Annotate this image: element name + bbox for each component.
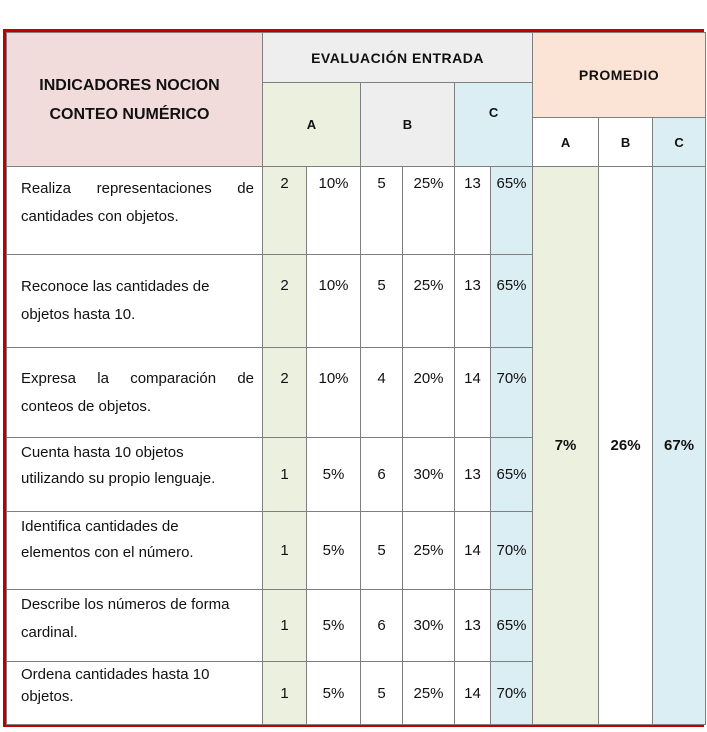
a-count: 2 — [263, 255, 307, 348]
average-b-value: 26% — [599, 167, 653, 725]
a-count: 1 — [263, 512, 307, 590]
c-percent: 70% — [491, 662, 533, 725]
b-percent: 30% — [403, 590, 455, 662]
evaluation-table — [6, 32, 706, 725]
c-percent: 70% — [491, 512, 533, 590]
a-percent: 5% — [307, 438, 361, 512]
indicator-cell: Cuenta hasta 10 objetos utilizando su propio lenguaje. — [7, 438, 263, 512]
indicator-cell: Reconoce las cantidades de objetos hasta 10. — [7, 255, 263, 348]
c-count: 13 — [455, 590, 491, 662]
b-percent: 30% — [403, 438, 455, 512]
average-c-header: C — [653, 118, 706, 167]
group-a-header: A — [263, 83, 361, 167]
a-count: 1 — [263, 590, 307, 662]
indicators-header-line1: INDICADORES NOCION — [39, 76, 220, 94]
b-count: 6 — [361, 438, 403, 512]
b-count: 5 — [361, 167, 403, 255]
indicator-cell: Ordena cantidades hasta 10 objetos. — [7, 662, 263, 725]
c-percent: 65% — [491, 167, 533, 255]
b-percent: 25% — [403, 255, 455, 348]
b-count: 5 — [361, 255, 403, 348]
b-percent: 25% — [403, 167, 455, 255]
indicator-cell: Expresa la comparación de conteos de objetos. — [7, 348, 263, 438]
evaluation-header: EVALUACIÓN ENTRADA — [263, 33, 533, 83]
b-percent: 25% — [403, 662, 455, 725]
average-a-value: 7% — [533, 167, 599, 725]
indicators-header-line2: CONTEO NUMÉRICO — [49, 105, 210, 123]
average-a-header: A — [533, 118, 599, 167]
indicators-header — [7, 33, 263, 167]
b-percent: 25% — [403, 512, 455, 590]
b-percent: 20% — [403, 348, 455, 438]
c-percent: 65% — [491, 255, 533, 348]
a-percent: 10% — [307, 167, 361, 255]
table-row — [7, 167, 706, 255]
b-count: 4 — [361, 348, 403, 438]
group-c-header: C — [455, 83, 533, 167]
average-header: PROMEDIO — [533, 33, 706, 118]
c-count: 14 — [455, 512, 491, 590]
b-count: 6 — [361, 590, 403, 662]
a-percent: 5% — [307, 512, 361, 590]
a-percent: 5% — [307, 590, 361, 662]
c-count: 13 — [455, 255, 491, 348]
group-b-header: B — [361, 83, 455, 167]
b-count: 5 — [361, 662, 403, 725]
average-b-header: B — [599, 118, 653, 167]
evaluation-table-frame — [3, 29, 704, 727]
a-percent: 10% — [307, 255, 361, 348]
c-percent: 70% — [491, 348, 533, 438]
indicator-cell: Realiza representaciones de cantidades con objetos. — [7, 167, 263, 255]
c-count: 13 — [455, 167, 491, 255]
c-percent: 65% — [491, 438, 533, 512]
indicator-cell: Identifica cantidades de elementos con el número. — [7, 512, 263, 590]
c-percent: 65% — [491, 590, 533, 662]
a-count: 2 — [263, 167, 307, 255]
a-percent: 10% — [307, 348, 361, 438]
a-count: 1 — [263, 438, 307, 512]
indicator-cell: Describe los números de forma cardinal. — [7, 590, 263, 662]
a-count: 2 — [263, 348, 307, 438]
c-count: 14 — [455, 662, 491, 725]
average-c-value: 67% — [653, 167, 706, 725]
c-count: 13 — [455, 438, 491, 512]
b-count: 5 — [361, 512, 403, 590]
a-count: 1 — [263, 662, 307, 725]
c-count: 14 — [455, 348, 491, 438]
a-percent: 5% — [307, 662, 361, 725]
